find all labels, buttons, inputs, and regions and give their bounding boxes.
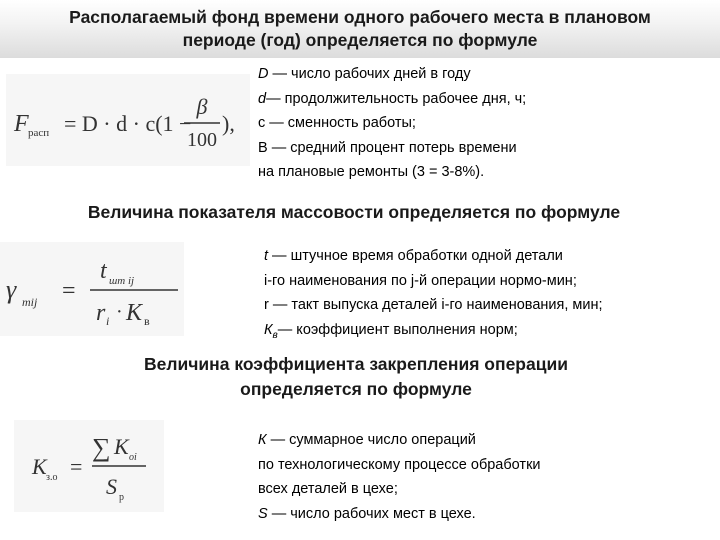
legend2-symbol-k: К [264,321,273,338]
legend3-line-3: всех деталей в цехе; [258,481,398,497]
formula2-equals: = [62,278,76,304]
legend1-symbol-d-days: D [258,66,269,82]
formula-mass-production [0,242,184,336]
heading3-line-1: Величина коэффициента закрепления операции [143,354,568,374]
legend3-line-2: по технологическому процессе обработки [258,456,541,473]
formula3-den: S [106,474,117,499]
legend1-line-4: В — средний процент потерь времени [258,139,517,156]
heading-operation-assignment-coefficient [0,352,712,402]
formula2-den-dot: · [116,301,123,323]
formula2-den-k-sub: в [144,314,150,328]
heading2-text: Величина показателя массовости определяется по формуле [87,202,621,222]
formula1-lhs: F [14,111,29,137]
legend2-symbol-k-sub: в [272,329,278,341]
formula1-frac-den: 100 [187,129,217,151]
formula1-rhs-left: = D · d · c(1 − [64,111,192,136]
slide-title [6,6,714,52]
formula3-num-k-sub: оi [129,452,137,463]
formula3-legend [258,428,541,526]
legend3-symbol-k: К [258,432,267,448]
formula2-den-k: K [126,300,143,326]
formula3-num-k: K [114,434,129,459]
formula-assignment-coefficient [14,420,164,512]
formula2-num: t [100,258,107,284]
formula1-lhs-sub: расп [28,127,50,139]
formula2-num-sub: шт ij [109,275,135,287]
legend2-line-2: i-го наименования по j-й операции нормо-мин; [264,272,577,289]
legend1-line-2 [258,87,526,112]
legend2-line-1-text: — штучное время обработки одной детали [268,248,563,264]
formula3-den-sub: р [119,492,124,503]
legend2-line-3: r — такт выпуска деталей i-го наименования, мин; [264,297,603,313]
legend2-line-4-text: — коэффициент выполнения норм; [277,321,518,338]
formula3-equals: = [70,454,83,479]
legend2-line-4 [264,318,603,349]
formula2-den-r-sub: i [106,314,110,328]
formula3-lhs: K [32,454,47,479]
heading-mass-production-index [0,200,708,225]
legend2-line-1 [264,244,603,269]
legend3-line-4 [258,502,541,527]
legend1-line-5: на плановые ремонты (3 = 3-8%). [258,164,485,180]
formula1-legend [258,62,526,185]
formula2-den-r: r [96,300,106,326]
legend3-line-4-text: — число рабочих мест в цехе. [267,505,476,522]
formula1-rhs-right: ), [222,111,235,136]
legend1-line-3: с — сменность работы; [258,115,416,131]
legend1-symbol-d-hours: d [258,90,267,107]
legend3-line-1-text: — суммарное число операций [266,432,476,448]
legend3-line-1 [258,428,541,453]
slide-title-line-2: периоде (год) определяется по формуле [182,30,538,50]
formula3-lhs-sub: з.о [46,472,58,483]
formula2-legend [264,244,603,348]
legend3-symbol-s: S [258,505,268,522]
legend2-symbol-t: t [264,248,269,264]
legend1-line-1 [258,62,526,87]
legend1-line-2-text: — продолжительность рабочее дня, ч; [266,90,527,107]
formula1-frac-num: β [196,94,208,119]
formula2-lhs-sub: mij [22,295,38,309]
formula3-sum-sign: ∑ [92,433,111,462]
slide-title-line-1: Располагаемый фонд времени одного рабочего места в плановом [69,7,651,27]
legend1-line-1-text: — число рабочих дней в году [268,66,471,82]
formula2-lhs: γ [6,275,17,304]
formula-time-fund [6,74,250,166]
heading3-line-2: определяется по формуле [240,379,472,399]
